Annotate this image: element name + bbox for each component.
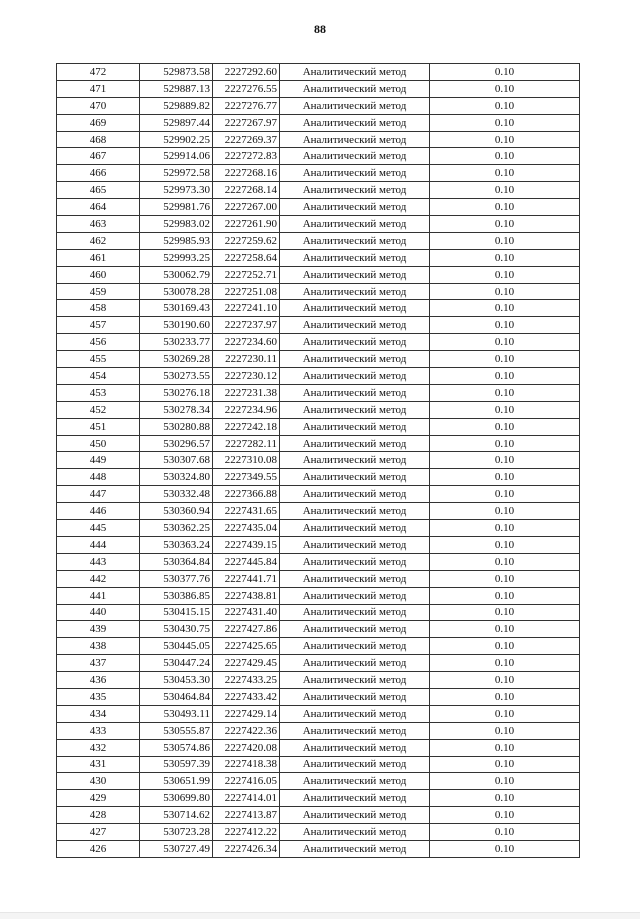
y-coordinate-cell: 2227259.62 xyxy=(213,232,280,249)
y-coordinate-cell: 2227349.55 xyxy=(213,469,280,486)
point-number-cell: 444 xyxy=(57,536,140,553)
y-coordinate-cell: 2227241.10 xyxy=(213,300,280,317)
accuracy-cell: 0.10 xyxy=(430,131,580,148)
accuracy-cell: 0.10 xyxy=(430,824,580,841)
point-number-cell: 454 xyxy=(57,368,140,385)
table-row xyxy=(57,182,580,199)
point-number-cell: 460 xyxy=(57,266,140,283)
y-coordinate-cell: 2227242.18 xyxy=(213,418,280,435)
accuracy-cell: 0.10 xyxy=(430,384,580,401)
y-coordinate-cell: 2227431.65 xyxy=(213,503,280,520)
x-coordinate-cell: 530555.87 xyxy=(140,722,213,739)
x-coordinate-cell: 529981.76 xyxy=(140,199,213,216)
point-number-cell: 427 xyxy=(57,824,140,841)
point-number-cell: 470 xyxy=(57,97,140,114)
accuracy-cell: 0.10 xyxy=(430,199,580,216)
point-number-cell: 445 xyxy=(57,520,140,537)
y-coordinate-cell: 2227282.11 xyxy=(213,435,280,452)
y-coordinate-cell: 2227230.11 xyxy=(213,351,280,368)
accuracy-cell: 0.10 xyxy=(430,80,580,97)
y-coordinate-cell: 2227438.81 xyxy=(213,587,280,604)
method-cell: Аналитический метод xyxy=(280,688,430,705)
table-row xyxy=(57,334,580,351)
method-cell: Аналитический метод xyxy=(280,452,430,469)
y-coordinate-cell: 2227425.65 xyxy=(213,638,280,655)
accuracy-cell: 0.10 xyxy=(430,688,580,705)
point-number-cell: 440 xyxy=(57,604,140,621)
table-row xyxy=(57,824,580,841)
y-coordinate-cell: 2227441.71 xyxy=(213,570,280,587)
accuracy-cell: 0.10 xyxy=(430,216,580,233)
y-coordinate-cell: 2227426.34 xyxy=(213,840,280,857)
table-row xyxy=(57,553,580,570)
table-row xyxy=(57,705,580,722)
accuracy-cell: 0.10 xyxy=(430,317,580,334)
x-coordinate-cell: 530324.80 xyxy=(140,469,213,486)
accuracy-cell: 0.10 xyxy=(430,536,580,553)
x-coordinate-cell: 530062.79 xyxy=(140,266,213,283)
accuracy-cell: 0.10 xyxy=(430,604,580,621)
accuracy-cell: 0.10 xyxy=(430,401,580,418)
x-coordinate-cell: 530278.34 xyxy=(140,401,213,418)
x-coordinate-cell: 530307.68 xyxy=(140,452,213,469)
table-row xyxy=(57,216,580,233)
table-row xyxy=(57,232,580,249)
table-row xyxy=(57,114,580,131)
y-coordinate-cell: 2227429.14 xyxy=(213,705,280,722)
method-cell: Аналитический метод xyxy=(280,418,430,435)
x-coordinate-cell: 530364.84 xyxy=(140,553,213,570)
table-row xyxy=(57,148,580,165)
method-cell: Аналитический метод xyxy=(280,182,430,199)
y-coordinate-cell: 2227445.84 xyxy=(213,553,280,570)
x-coordinate-cell: 530415.15 xyxy=(140,604,213,621)
accuracy-cell: 0.10 xyxy=(430,300,580,317)
point-number-cell: 446 xyxy=(57,503,140,520)
method-cell: Аналитический метод xyxy=(280,216,430,233)
x-coordinate-cell: 530280.88 xyxy=(140,418,213,435)
accuracy-cell: 0.10 xyxy=(430,570,580,587)
point-number-cell: 443 xyxy=(57,553,140,570)
point-number-cell: 426 xyxy=(57,840,140,857)
point-number-cell: 439 xyxy=(57,621,140,638)
coordinates-table xyxy=(56,63,580,858)
x-coordinate-cell: 530233.77 xyxy=(140,334,213,351)
table-row xyxy=(57,570,580,587)
accuracy-cell: 0.10 xyxy=(430,756,580,773)
table-row xyxy=(57,756,580,773)
method-cell: Аналитический метод xyxy=(280,503,430,520)
y-coordinate-cell: 2227435.04 xyxy=(213,520,280,537)
table-row xyxy=(57,300,580,317)
x-coordinate-cell: 530276.18 xyxy=(140,384,213,401)
table-row xyxy=(57,604,580,621)
x-coordinate-cell: 530360.94 xyxy=(140,503,213,520)
y-coordinate-cell: 2227267.00 xyxy=(213,199,280,216)
method-cell: Аналитический метод xyxy=(280,672,430,689)
method-cell: Аналитический метод xyxy=(280,368,430,385)
method-cell: Аналитический метод xyxy=(280,114,430,131)
point-number-cell: 449 xyxy=(57,452,140,469)
point-number-cell: 436 xyxy=(57,672,140,689)
x-coordinate-cell: 530190.60 xyxy=(140,317,213,334)
accuracy-cell: 0.10 xyxy=(430,739,580,756)
accuracy-cell: 0.10 xyxy=(430,840,580,857)
accuracy-cell: 0.10 xyxy=(430,452,580,469)
method-cell: Аналитический метод xyxy=(280,756,430,773)
method-cell: Аналитический метод xyxy=(280,807,430,824)
method-cell: Аналитический метод xyxy=(280,165,430,182)
method-cell: Аналитический метод xyxy=(280,384,430,401)
y-coordinate-cell: 2227276.55 xyxy=(213,80,280,97)
accuracy-cell: 0.10 xyxy=(430,486,580,503)
y-coordinate-cell: 2227433.25 xyxy=(213,672,280,689)
x-coordinate-cell: 530296.57 xyxy=(140,435,213,452)
point-number-cell: 456 xyxy=(57,334,140,351)
table-row xyxy=(57,688,580,705)
y-coordinate-cell: 2227427.86 xyxy=(213,621,280,638)
x-coordinate-cell: 529887.13 xyxy=(140,80,213,97)
table-row xyxy=(57,165,580,182)
accuracy-cell: 0.10 xyxy=(430,232,580,249)
table-row xyxy=(57,638,580,655)
point-number-cell: 433 xyxy=(57,722,140,739)
method-cell: Аналитический метод xyxy=(280,638,430,655)
accuracy-cell: 0.10 xyxy=(430,182,580,199)
table-row xyxy=(57,790,580,807)
point-number-cell: 457 xyxy=(57,317,140,334)
table-row xyxy=(57,452,580,469)
accuracy-cell: 0.10 xyxy=(430,520,580,537)
point-number-cell: 462 xyxy=(57,232,140,249)
table-row xyxy=(57,351,580,368)
table-row xyxy=(57,503,580,520)
accuracy-cell: 0.10 xyxy=(430,435,580,452)
method-cell: Аналитический метод xyxy=(280,840,430,857)
method-cell: Аналитический метод xyxy=(280,300,430,317)
x-coordinate-cell: 529902.25 xyxy=(140,131,213,148)
table-row xyxy=(57,131,580,148)
point-number-cell: 455 xyxy=(57,351,140,368)
x-coordinate-cell: 529914.06 xyxy=(140,148,213,165)
table-row xyxy=(57,840,580,857)
accuracy-cell: 0.10 xyxy=(430,503,580,520)
accuracy-cell: 0.10 xyxy=(430,283,580,300)
y-coordinate-cell: 2227292.60 xyxy=(213,64,280,81)
x-coordinate-cell: 529897.44 xyxy=(140,114,213,131)
y-coordinate-cell: 2227269.37 xyxy=(213,131,280,148)
accuracy-cell: 0.10 xyxy=(430,64,580,81)
point-number-cell: 465 xyxy=(57,182,140,199)
y-coordinate-cell: 2227252.71 xyxy=(213,266,280,283)
x-coordinate-cell: 530464.84 xyxy=(140,688,213,705)
x-coordinate-cell: 529873.58 xyxy=(140,64,213,81)
table-row xyxy=(57,587,580,604)
method-cell: Аналитический метод xyxy=(280,64,430,81)
x-coordinate-cell: 530597.39 xyxy=(140,756,213,773)
method-cell: Аналитический метод xyxy=(280,97,430,114)
table-row xyxy=(57,520,580,537)
y-coordinate-cell: 2227267.97 xyxy=(213,114,280,131)
table-row xyxy=(57,384,580,401)
method-cell: Аналитический метод xyxy=(280,655,430,672)
y-coordinate-cell: 2227366.88 xyxy=(213,486,280,503)
table-row xyxy=(57,536,580,553)
point-number-cell: 452 xyxy=(57,401,140,418)
point-number-cell: 463 xyxy=(57,216,140,233)
accuracy-cell: 0.10 xyxy=(430,114,580,131)
table-row xyxy=(57,80,580,97)
accuracy-cell: 0.10 xyxy=(430,790,580,807)
point-number-cell: 448 xyxy=(57,469,140,486)
y-coordinate-cell: 2227420.08 xyxy=(213,739,280,756)
y-coordinate-cell: 2227422.36 xyxy=(213,722,280,739)
point-number-cell: 430 xyxy=(57,773,140,790)
y-coordinate-cell: 2227310.08 xyxy=(213,452,280,469)
accuracy-cell: 0.10 xyxy=(430,368,580,385)
method-cell: Аналитический метод xyxy=(280,232,430,249)
point-number-cell: 453 xyxy=(57,384,140,401)
method-cell: Аналитический метод xyxy=(280,351,430,368)
y-coordinate-cell: 2227261.90 xyxy=(213,216,280,233)
point-number-cell: 428 xyxy=(57,807,140,824)
point-number-cell: 471 xyxy=(57,80,140,97)
point-number-cell: 458 xyxy=(57,300,140,317)
point-number-cell: 441 xyxy=(57,587,140,604)
table-row xyxy=(57,418,580,435)
point-number-cell: 469 xyxy=(57,114,140,131)
point-number-cell: 447 xyxy=(57,486,140,503)
method-cell: Аналитический метод xyxy=(280,587,430,604)
table-row xyxy=(57,64,580,81)
x-coordinate-cell: 530363.24 xyxy=(140,536,213,553)
accuracy-cell: 0.10 xyxy=(430,705,580,722)
table-row xyxy=(57,283,580,300)
y-coordinate-cell: 2227412.22 xyxy=(213,824,280,841)
x-coordinate-cell: 529972.58 xyxy=(140,165,213,182)
table-row xyxy=(57,739,580,756)
point-number-cell: 468 xyxy=(57,131,140,148)
x-coordinate-cell: 530078.28 xyxy=(140,283,213,300)
y-coordinate-cell: 2227431.40 xyxy=(213,604,280,621)
method-cell: Аналитический метод xyxy=(280,570,430,587)
table-row xyxy=(57,486,580,503)
y-coordinate-cell: 2227237.97 xyxy=(213,317,280,334)
y-coordinate-cell: 2227230.12 xyxy=(213,368,280,385)
method-cell: Аналитический метод xyxy=(280,435,430,452)
x-coordinate-cell: 530273.55 xyxy=(140,368,213,385)
y-coordinate-cell: 2227416.05 xyxy=(213,773,280,790)
table-row xyxy=(57,97,580,114)
y-coordinate-cell: 2227433.42 xyxy=(213,688,280,705)
y-coordinate-cell: 2227251.08 xyxy=(213,283,280,300)
y-coordinate-cell: 2227439.15 xyxy=(213,536,280,553)
point-number-cell: 437 xyxy=(57,655,140,672)
x-coordinate-cell: 530493.11 xyxy=(140,705,213,722)
x-coordinate-cell: 530386.85 xyxy=(140,587,213,604)
y-coordinate-cell: 2227234.96 xyxy=(213,401,280,418)
table-row xyxy=(57,621,580,638)
x-coordinate-cell: 530699.80 xyxy=(140,790,213,807)
y-coordinate-cell: 2227234.60 xyxy=(213,334,280,351)
method-cell: Аналитический метод xyxy=(280,249,430,266)
accuracy-cell: 0.10 xyxy=(430,638,580,655)
accuracy-cell: 0.10 xyxy=(430,807,580,824)
table-row xyxy=(57,672,580,689)
method-cell: Аналитический метод xyxy=(280,80,430,97)
point-number-cell: 464 xyxy=(57,199,140,216)
table-row xyxy=(57,199,580,216)
y-coordinate-cell: 2227413.87 xyxy=(213,807,280,824)
x-coordinate-cell: 529985.93 xyxy=(140,232,213,249)
method-cell: Аналитический метод xyxy=(280,520,430,537)
table-body xyxy=(57,64,580,858)
page-number: 88 xyxy=(314,22,326,36)
accuracy-cell: 0.10 xyxy=(430,148,580,165)
x-coordinate-cell: 529973.30 xyxy=(140,182,213,199)
point-number-cell: 429 xyxy=(57,790,140,807)
method-cell: Аналитический метод xyxy=(280,469,430,486)
y-coordinate-cell: 2227276.77 xyxy=(213,97,280,114)
x-coordinate-cell: 529983.02 xyxy=(140,216,213,233)
x-coordinate-cell: 530362.25 xyxy=(140,520,213,537)
point-number-cell: 466 xyxy=(57,165,140,182)
x-coordinate-cell: 530714.62 xyxy=(140,807,213,824)
point-number-cell: 472 xyxy=(57,64,140,81)
method-cell: Аналитический метод xyxy=(280,317,430,334)
x-coordinate-cell: 530430.75 xyxy=(140,621,213,638)
accuracy-cell: 0.10 xyxy=(430,351,580,368)
x-coordinate-cell: 529993.25 xyxy=(140,249,213,266)
accuracy-cell: 0.10 xyxy=(430,722,580,739)
point-number-cell: 432 xyxy=(57,739,140,756)
accuracy-cell: 0.10 xyxy=(430,672,580,689)
point-number-cell: 431 xyxy=(57,756,140,773)
y-coordinate-cell: 2227258.64 xyxy=(213,249,280,266)
accuracy-cell: 0.10 xyxy=(430,621,580,638)
table-row xyxy=(57,401,580,418)
method-cell: Аналитический метод xyxy=(280,199,430,216)
accuracy-cell: 0.10 xyxy=(430,655,580,672)
y-coordinate-cell: 2227231.38 xyxy=(213,384,280,401)
table-row xyxy=(57,249,580,266)
method-cell: Аналитический метод xyxy=(280,486,430,503)
y-coordinate-cell: 2227268.14 xyxy=(213,182,280,199)
table-row xyxy=(57,722,580,739)
x-coordinate-cell: 530332.48 xyxy=(140,486,213,503)
accuracy-cell: 0.10 xyxy=(430,97,580,114)
accuracy-cell: 0.10 xyxy=(430,165,580,182)
method-cell: Аналитический метод xyxy=(280,283,430,300)
accuracy-cell: 0.10 xyxy=(430,266,580,283)
point-number-cell: 467 xyxy=(57,148,140,165)
x-coordinate-cell: 530574.86 xyxy=(140,739,213,756)
method-cell: Аналитический метод xyxy=(280,739,430,756)
y-coordinate-cell: 2227414.01 xyxy=(213,790,280,807)
point-number-cell: 461 xyxy=(57,249,140,266)
method-cell: Аналитический метод xyxy=(280,773,430,790)
x-coordinate-cell: 530453.30 xyxy=(140,672,213,689)
method-cell: Аналитический метод xyxy=(280,705,430,722)
point-number-cell: 438 xyxy=(57,638,140,655)
table-row xyxy=(57,469,580,486)
x-coordinate-cell: 530651.99 xyxy=(140,773,213,790)
accuracy-cell: 0.10 xyxy=(430,587,580,604)
accuracy-cell: 0.10 xyxy=(430,773,580,790)
x-coordinate-cell: 530169.43 xyxy=(140,300,213,317)
method-cell: Аналитический метод xyxy=(280,722,430,739)
y-coordinate-cell: 2227429.45 xyxy=(213,655,280,672)
table-row xyxy=(57,435,580,452)
point-number-cell: 442 xyxy=(57,570,140,587)
y-coordinate-cell: 2227272.83 xyxy=(213,148,280,165)
x-coordinate-cell: 530723.28 xyxy=(140,824,213,841)
table-row xyxy=(57,807,580,824)
method-cell: Аналитический метод xyxy=(280,266,430,283)
point-number-cell: 435 xyxy=(57,688,140,705)
x-coordinate-cell: 529889.82 xyxy=(140,97,213,114)
x-coordinate-cell: 530447.24 xyxy=(140,655,213,672)
point-number-cell: 434 xyxy=(57,705,140,722)
table-row xyxy=(57,368,580,385)
accuracy-cell: 0.10 xyxy=(430,249,580,266)
table-row xyxy=(57,266,580,283)
point-number-cell: 451 xyxy=(57,418,140,435)
table-row xyxy=(57,317,580,334)
method-cell: Аналитический метод xyxy=(280,553,430,570)
x-coordinate-cell: 530269.28 xyxy=(140,351,213,368)
method-cell: Аналитический метод xyxy=(280,536,430,553)
accuracy-cell: 0.10 xyxy=(430,334,580,351)
method-cell: Аналитический метод xyxy=(280,621,430,638)
table-row xyxy=(57,773,580,790)
x-coordinate-cell: 530377.76 xyxy=(140,570,213,587)
method-cell: Аналитический метод xyxy=(280,790,430,807)
method-cell: Аналитический метод xyxy=(280,604,430,621)
accuracy-cell: 0.10 xyxy=(430,469,580,486)
method-cell: Аналитический метод xyxy=(280,824,430,841)
method-cell: Аналитический метод xyxy=(280,334,430,351)
method-cell: Аналитический метод xyxy=(280,131,430,148)
y-coordinate-cell: 2227268.16 xyxy=(213,165,280,182)
table-row xyxy=(57,655,580,672)
accuracy-cell: 0.10 xyxy=(430,553,580,570)
method-cell: Аналитический метод xyxy=(280,148,430,165)
method-cell: Аналитический метод xyxy=(280,401,430,418)
y-coordinate-cell: 2227418.38 xyxy=(213,756,280,773)
point-number-cell: 450 xyxy=(57,435,140,452)
accuracy-cell: 0.10 xyxy=(430,418,580,435)
x-coordinate-cell: 530727.49 xyxy=(140,840,213,857)
point-number-cell: 459 xyxy=(57,283,140,300)
x-coordinate-cell: 530445.05 xyxy=(140,638,213,655)
